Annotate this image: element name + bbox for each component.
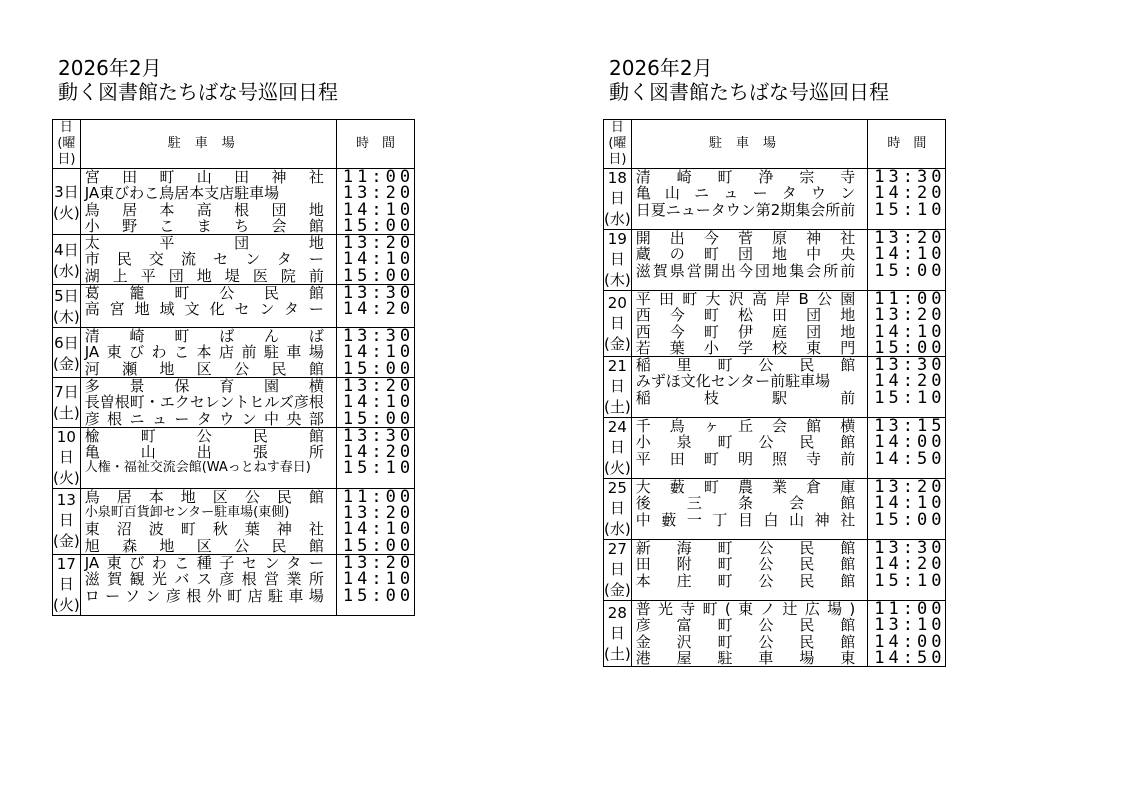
stop-time: 14:10 bbox=[342, 342, 415, 363]
row-times bbox=[336, 328, 414, 378]
stop-time: 14:20 bbox=[342, 442, 415, 463]
stop-time: 13:20 bbox=[874, 477, 946, 498]
row-places bbox=[631, 540, 868, 601]
place-name: 葛籠町公民館 bbox=[84, 285, 324, 302]
place-name: 蔵の町団地中央 bbox=[635, 246, 856, 263]
row-places bbox=[80, 285, 336, 328]
row-times bbox=[336, 235, 414, 285]
row-day: 5日(木) bbox=[53, 285, 81, 328]
row-times bbox=[868, 230, 946, 291]
row-times bbox=[868, 357, 946, 418]
row-day: 17日(火) bbox=[53, 555, 80, 615]
stop-time: 11:00 bbox=[342, 486, 415, 507]
stop-time: 13:20 bbox=[342, 503, 415, 524]
row-day: 3日(火) bbox=[53, 169, 81, 235]
table-row bbox=[604, 418, 946, 479]
table-row bbox=[604, 291, 946, 357]
table-header-row bbox=[604, 120, 946, 169]
row-day: 13日(金) bbox=[53, 488, 81, 554]
stop-time: 14:10 bbox=[874, 493, 946, 514]
stop-time: 13:30 bbox=[874, 538, 946, 559]
row-times bbox=[868, 169, 946, 230]
row-day: 4日(水) bbox=[53, 235, 81, 285]
place-name: みずほ文化センター前駐車場 bbox=[635, 373, 831, 390]
place-name: 人権・福祉交流会館(WAっとねす春日) bbox=[84, 460, 311, 476]
stop-time: 14:50 bbox=[874, 648, 946, 669]
place-name: 滋賀観光バス彦根営業所 bbox=[84, 571, 324, 588]
row-day: 24日(火) bbox=[604, 418, 631, 478]
stop-time: 11:00 bbox=[342, 167, 415, 187]
row-day: 20日(金) bbox=[604, 291, 632, 357]
table-row bbox=[53, 235, 415, 285]
row-day: 19日(木) bbox=[604, 230, 631, 289]
row-times bbox=[336, 285, 414, 328]
stop-time: 13:30 bbox=[874, 355, 946, 376]
stop-time: 15:00 bbox=[874, 260, 946, 281]
stop-time: 11:00 bbox=[874, 599, 946, 620]
row-times bbox=[336, 377, 414, 427]
place-name: 小泉町百貨卸センター駐車場(東側) bbox=[84, 505, 290, 521]
place-name: 多景保育園横 bbox=[84, 377, 324, 395]
place-name: 長曽根町・エクセレントヒルズ彦根 bbox=[84, 394, 324, 411]
stop-time: 13:20 bbox=[874, 305, 946, 326]
place-name: 亀山出張所 bbox=[84, 444, 324, 461]
row-places bbox=[80, 169, 336, 235]
stop-time: 14:00 bbox=[874, 631, 946, 652]
stop-time: 14:10 bbox=[342, 199, 415, 220]
place-name: 宮田町山田神社 bbox=[84, 169, 324, 186]
stop-time: 14:00 bbox=[874, 432, 946, 453]
row-day: 6日(金) bbox=[53, 328, 81, 378]
table-row bbox=[604, 169, 946, 230]
stop-time: 13:20 bbox=[342, 553, 415, 574]
place-name: 本庄町公民館 bbox=[635, 572, 856, 590]
header-place: 駐車場 bbox=[631, 120, 868, 169]
stop-time: 13:20 bbox=[874, 228, 946, 248]
row-day: 27日(金) bbox=[604, 540, 631, 600]
row-day: 18日(水) bbox=[604, 169, 631, 228]
stop-time: 13:10 bbox=[874, 615, 946, 636]
stop-time: 15:00 bbox=[342, 535, 415, 556]
table-row bbox=[53, 555, 415, 616]
stop-time: 15:00 bbox=[874, 337, 946, 358]
table-header-row bbox=[53, 120, 415, 169]
schedule-table bbox=[603, 119, 946, 667]
stop-time: 14:50 bbox=[874, 448, 946, 469]
stop-time: 15:00 bbox=[342, 408, 415, 429]
place-name: 彦根ニュータウン中央部 bbox=[84, 410, 324, 427]
row-places bbox=[80, 328, 336, 378]
row-times bbox=[868, 479, 946, 540]
sheet-title-month: 2026年2月 bbox=[58, 56, 162, 80]
place-name: 開出今菅原神社 bbox=[635, 230, 856, 247]
place-name: 市民交流センター bbox=[84, 251, 324, 268]
place-name: 後三条会館 bbox=[635, 495, 856, 512]
row-places bbox=[631, 230, 868, 291]
row-times bbox=[868, 291, 946, 357]
row-day: 10日(火) bbox=[53, 427, 80, 487]
place-name: 港屋駐車場東 bbox=[635, 650, 856, 667]
place-name: 西今町松田団地 bbox=[635, 307, 856, 324]
place-name: 田附町公民館 bbox=[635, 556, 856, 573]
sheet-title: 動く図書館たちばな号巡回日程 bbox=[609, 80, 889, 104]
place-name: 東沼波町秋葉神社 bbox=[84, 521, 324, 538]
table-row bbox=[604, 230, 946, 291]
row-times bbox=[336, 427, 414, 488]
place-name: 稲枝駅前 bbox=[635, 389, 856, 407]
stop-time: 15:00 bbox=[342, 265, 415, 286]
place-name: 平田町明照寺前 bbox=[635, 450, 856, 468]
place-name: 日夏ニュータウン第2期集会所前 bbox=[635, 201, 856, 218]
row-places bbox=[631, 479, 868, 540]
table-row bbox=[604, 601, 946, 667]
table-row bbox=[604, 479, 946, 540]
row-places bbox=[631, 418, 868, 479]
stop-time: 14:20 bbox=[874, 183, 946, 204]
stop-time: 14:10 bbox=[342, 569, 415, 590]
place-name: 鳥居本高根団地 bbox=[84, 201, 324, 218]
stop-time: 13:15 bbox=[874, 416, 946, 437]
stop-time: 15:00 bbox=[342, 585, 415, 606]
row-times bbox=[336, 169, 414, 235]
place-name: 太平団地 bbox=[84, 235, 324, 252]
table-row bbox=[53, 427, 415, 488]
place-name: 新海町公民館 bbox=[635, 540, 856, 557]
row-places bbox=[80, 427, 336, 488]
stop-time: 15:00 bbox=[874, 509, 946, 530]
place-name: 小野こまち会館 bbox=[84, 217, 324, 235]
place-name: 湖上平団地堤医院前 bbox=[84, 267, 324, 285]
stop-time: 14:10 bbox=[342, 249, 415, 270]
row-times bbox=[868, 601, 946, 667]
place-name: 滋賀県営開出今団地集会所前 bbox=[635, 262, 856, 279]
place-name: 河瀬地区公民館 bbox=[84, 360, 324, 377]
place-name: 千鳥ヶ丘会館横 bbox=[635, 418, 856, 435]
row-places bbox=[80, 555, 336, 616]
place-name: JA東びわこ種子センター bbox=[84, 555, 324, 572]
stop-time: 14:20 bbox=[874, 554, 946, 575]
row-places bbox=[631, 357, 868, 418]
place-name: 稲里町公民館 bbox=[635, 357, 856, 374]
sheet-title: 動く図書館たちばな号巡回日程 bbox=[58, 80, 338, 104]
table-row bbox=[604, 540, 946, 601]
stop-time: 14:10 bbox=[874, 321, 946, 342]
stop-time: 15:10 bbox=[874, 570, 946, 591]
row-day: 7日(土) bbox=[53, 377, 81, 427]
row-day: 28日(土) bbox=[604, 601, 632, 667]
row-places bbox=[80, 377, 336, 427]
header-time: 時 間 bbox=[868, 120, 946, 169]
table-row bbox=[53, 169, 415, 235]
row-times bbox=[868, 540, 946, 601]
table-row bbox=[53, 377, 415, 427]
stop-time: 13:30 bbox=[342, 283, 415, 304]
place-name: 彦富町公民館 bbox=[635, 617, 856, 634]
row-times bbox=[336, 555, 414, 616]
stop-time: 13:30 bbox=[874, 167, 946, 187]
stop-time: 14:20 bbox=[342, 299, 415, 320]
row-places bbox=[80, 488, 336, 554]
header-time: 時 間 bbox=[336, 120, 414, 169]
stop-time: 15:00 bbox=[342, 215, 415, 236]
stop-time: 13:20 bbox=[342, 375, 415, 396]
stop-time: 15:10 bbox=[874, 199, 946, 220]
stop-time: 11:00 bbox=[874, 289, 946, 309]
place-name: ローソン彦根外町店駐車場 bbox=[84, 587, 324, 604]
stop-time: 14:10 bbox=[342, 519, 415, 540]
place-name: JA東びわこ本店前駐車場 bbox=[84, 344, 324, 361]
stop-time: 15:10 bbox=[342, 458, 415, 479]
row-day: 21日(土) bbox=[604, 357, 631, 417]
header-day: 日(曜日) bbox=[604, 120, 632, 169]
stop-time: 14:10 bbox=[342, 392, 415, 413]
place-name: 清崎町ばんば bbox=[84, 328, 324, 345]
stop-time: 14:20 bbox=[874, 371, 946, 392]
stop-time: 15:00 bbox=[342, 358, 415, 379]
row-times bbox=[336, 488, 414, 554]
row-places bbox=[631, 601, 868, 667]
row-places bbox=[80, 235, 336, 285]
stop-time: 13:30 bbox=[342, 326, 415, 347]
stop-time: 13:20 bbox=[342, 233, 415, 254]
sheet-title-month: 2026年2月 bbox=[609, 56, 713, 80]
place-name: 平田町大沢高岸B公園 bbox=[635, 291, 856, 308]
schedule-table bbox=[52, 119, 415, 616]
stop-time: 14:10 bbox=[874, 244, 946, 265]
stop-time: 13:20 bbox=[342, 183, 415, 204]
row-day: 25日(水) bbox=[604, 479, 631, 539]
place-name: 大藪町農業倉庫 bbox=[635, 479, 856, 496]
place-name: 小泉町公民館 bbox=[635, 434, 856, 451]
place-name: 旭森地区公民館 bbox=[84, 537, 324, 555]
table-row bbox=[604, 357, 946, 418]
header-place: 駐車場 bbox=[80, 120, 336, 169]
place-name: 清崎町浄宗寺 bbox=[635, 169, 856, 186]
place-name: 亀山ニュータウン bbox=[635, 185, 856, 202]
place-name: JA東びわこ鳥居本支店駐車場 bbox=[84, 185, 280, 202]
table-row bbox=[53, 488, 415, 554]
place-name: 若葉小学校東門 bbox=[635, 339, 856, 357]
row-places bbox=[631, 169, 868, 230]
stop-time: 13:30 bbox=[342, 425, 415, 446]
header-day: 日(曜日) bbox=[53, 120, 81, 169]
place-name: 金沢町公民館 bbox=[635, 633, 856, 651]
table-row bbox=[53, 328, 415, 378]
place-name: 高宮地域文化センター bbox=[84, 301, 324, 318]
place-name: 楡町公民館 bbox=[84, 427, 324, 445]
stop-time: 15:10 bbox=[874, 387, 946, 408]
table-row bbox=[53, 285, 415, 328]
row-times bbox=[868, 418, 946, 479]
place-name: 鳥居本地区公民館 bbox=[84, 488, 324, 506]
row-places bbox=[631, 291, 868, 357]
place-name: 中藪一丁目白山神社 bbox=[635, 511, 856, 529]
place-name: 普光寺町(東ノ辻広場) bbox=[635, 601, 856, 618]
place-name: 西今町伊庭団地 bbox=[635, 323, 856, 340]
